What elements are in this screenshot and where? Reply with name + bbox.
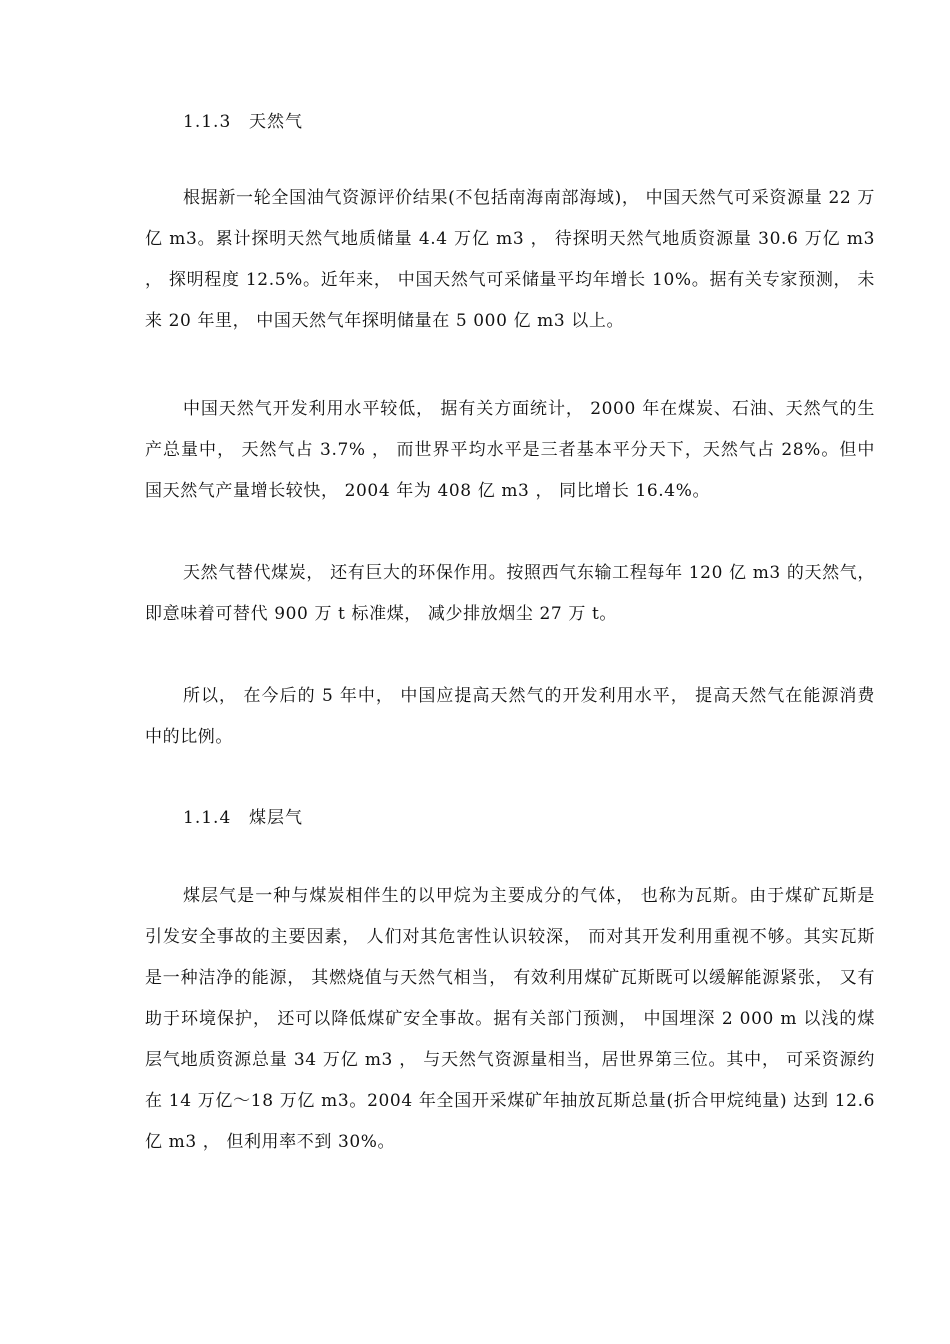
paragraph-coalbed-methane: 煤层气是一种与煤炭相伴生的以甲烷为主要成分的气体， 也称为瓦斯。由于煤矿瓦斯是引发安全事故的主要因素， 人们对其危害性认识较深， 而对其开发利用重视不够。其实瓦斯是一种洁净的能源， 其燃烧值与天然气相当， 有效利用煤矿瓦斯既可以缓解能源紧张， 又有助于环境保护， 还可以降低煤矿安全事故。据有关部门预测， 中国埋深 2 000 m 以浅的煤层气地质资源总量 34 万亿 m3 ， 与天然气资源量相当，居世界第三位。其中， 可采资源约在 14 万亿～18 万亿 m3。2004 年全国开采煤矿年抽放瓦斯总量(折合甲烷纯量) 达到 12.6 亿 m3 ， 但利用率不到 30%。 (145, 886, 875, 1152)
paragraph-gas-environment: 天然气替代煤炭， 还有巨大的环保作用。按照西气东输工程每年 120 亿 m3 的天然气， 即意味着可替代 900 万 t 标准煤， 减少排放烟尘 27 万 t。 (145, 563, 875, 624)
section-heading-1-1-3 (183, 110, 303, 134)
section-title: 煤层气 (249, 808, 303, 828)
paragraph-gas-utilization: 中国天然气开发利用水平较低， 据有关方面统计， 2000 年在煤炭、石油、天然气的生产总量中， 天然气占 3.7% ， 而世界平均水平是三者基本平分天下，天然气占 28%。但中国天然气产量增长较快， 2004 年为 408 亿 m3 ， 同比增长 16.4%。 (145, 399, 875, 501)
section-heading-1-1-4 (183, 806, 303, 830)
section-number: 1.1.3 (183, 112, 232, 132)
section-number: 1.1.4 (183, 808, 232, 828)
paragraph-gas-conclusion: 所以， 在今后的 5 年中， 中国应提高天然气的开发利用水平， 提高天然气在能源消费中的比例。 (145, 686, 875, 747)
section-title: 天然气 (249, 112, 303, 132)
paragraph-gas-resources: 根据新一轮全国油气资源评价结果(不包括南海南部海域)， 中国天然气可采资源量 22 万亿 m3。累计探明天然气地质储量 4.4 万亿 m3 ， 待探明天然气地质资源量 30.6 万亿 m3 ， 探明程度 12.5%。近年来， 中国天然气可采储量平均年增长 10%。据有关专家预测， 未来 20 年里， 中国天然气年探明储量在 5 000 亿 m3 以上。 (145, 188, 875, 331)
